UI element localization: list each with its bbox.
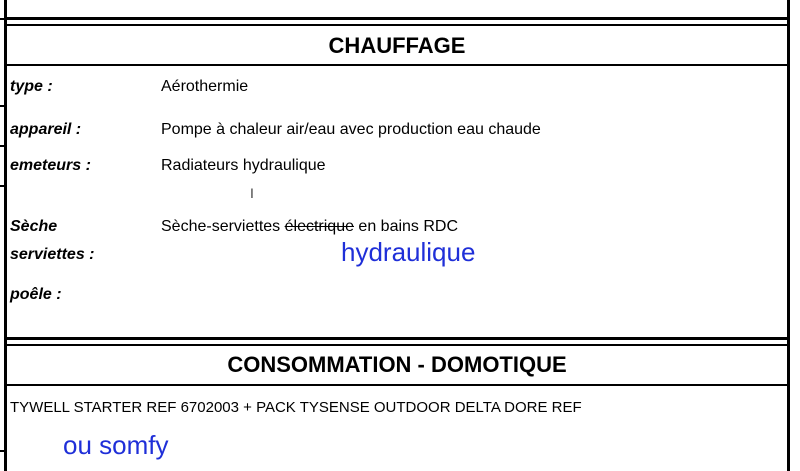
row-label-seche-line2: serviettes : [10,246,95,263]
handwritten-ou-somfy: ou somfy [63,430,169,460]
row-value-emeteurs: Radiateurs hydraulique [161,157,326,174]
row-label-type: type : [10,78,53,95]
row-value-type: Aérothermie [161,78,249,95]
section-rule [4,344,790,346]
row-label-appareil: appareil : [10,121,82,138]
row-value-appareil: Pompe à chaleur air/eau avec production eau chaude [161,121,541,138]
seche-prefix: Sèche-serviettes [161,218,285,235]
consommation-text: TYWELL STARTER REF 6702003 + PACK TYSENSE OUTDOOR DELTA DORE REF [10,399,582,416]
row-label-seche-line1: Sèche [10,218,58,235]
consommation-title: CONSOMMATION - DOMOTIQUE [227,352,567,377]
handwritten-hydraulique: hydraulique [341,237,476,267]
section-rule [4,24,790,26]
row-value-seche [161,218,458,236]
chauffage-title: CHAUFFAGE [328,33,466,58]
margin-tick [0,105,4,107]
margin-tick [0,145,4,147]
text-cursor-icon: I [250,185,254,201]
margin-tick [0,450,4,452]
row-label-emeteurs: emeteurs : [10,157,91,174]
section-rule [4,64,790,66]
row-label-poele: poêle : [10,286,62,303]
section-rule [4,384,790,386]
section-rule [4,17,790,20]
margin-tick [0,185,4,187]
seche-struck: électrique [284,218,354,235]
section-rule [4,337,790,340]
seche-suffix: en bains RDC [353,218,459,235]
